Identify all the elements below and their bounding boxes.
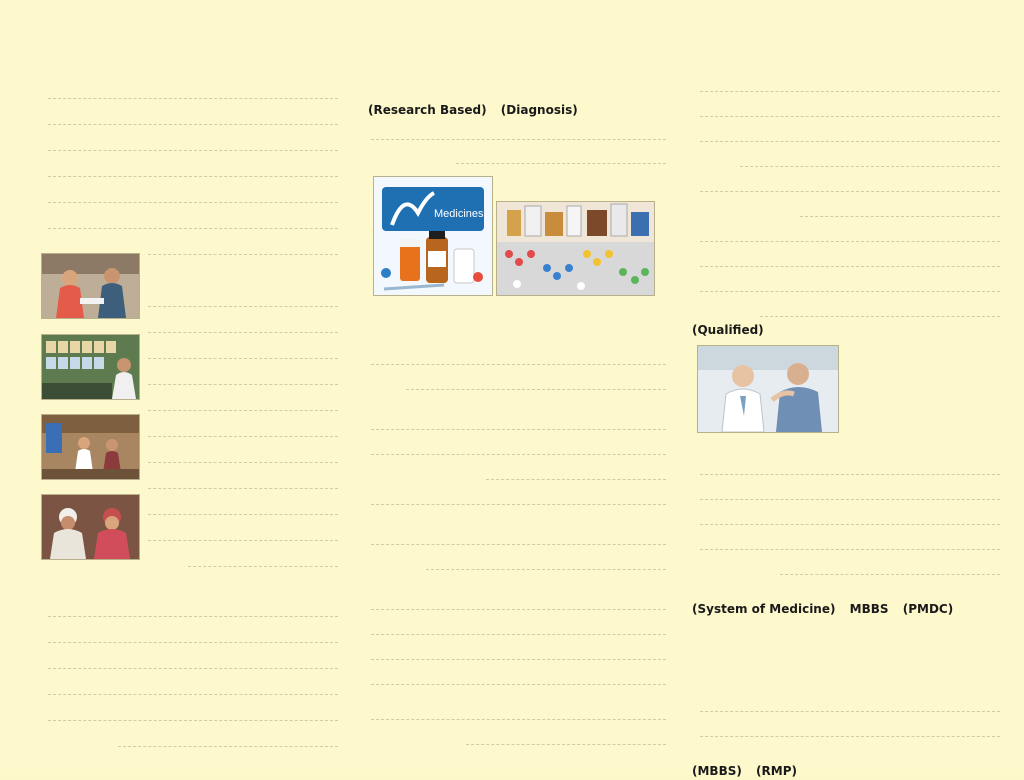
- left-para-1-lines: [38, 76, 338, 276]
- signs-paragraph: [690, 656, 1000, 681]
- who-text-block: [690, 450, 1000, 600]
- term-rmp: (RMP): [756, 764, 797, 778]
- benefits-para-1: [366, 70, 666, 95]
- middle-column: [366, 36, 666, 754]
- pills-photo: [496, 201, 655, 296]
- term-research-based: (Research Based): [368, 103, 487, 117]
- signs-heading: [690, 628, 1000, 648]
- signs-text-block: [690, 687, 1000, 762]
- medicines-photo: [373, 176, 493, 296]
- pharmacy-counter-photo: [41, 253, 140, 319]
- doctor-patient-photo: [697, 345, 839, 433]
- medicines-logo-text: Medicines: [434, 208, 484, 220]
- medical-store-photo: [41, 334, 140, 400]
- street-clinic-photo: [41, 414, 140, 480]
- term-diagnosis: (Diagnosis): [500, 103, 578, 117]
- left-photo-text-block: [143, 284, 338, 584]
- term-pmdc: (PMDC): [902, 602, 954, 616]
- intro-paragraph: [690, 36, 1000, 61]
- benefits-heading: [366, 42, 666, 62]
- benefits-text-block: [366, 354, 666, 754]
- benefits-para-1-lines: [366, 119, 666, 179]
- benefits-para-2: [366, 329, 666, 354]
- intro-text-block: [690, 67, 1000, 317]
- term-qualified: (Qualified): [692, 323, 764, 337]
- elderly-patient-photo: [41, 494, 140, 560]
- term-mbbs: MBBS: [849, 602, 889, 616]
- term-mbbs-2: (MBBS): [692, 764, 742, 778]
- left-para-5-lines: [38, 594, 338, 754]
- unqualified-doctor-heading: [38, 42, 338, 62]
- term-system-of-medicine: (System of Medicine): [692, 602, 836, 616]
